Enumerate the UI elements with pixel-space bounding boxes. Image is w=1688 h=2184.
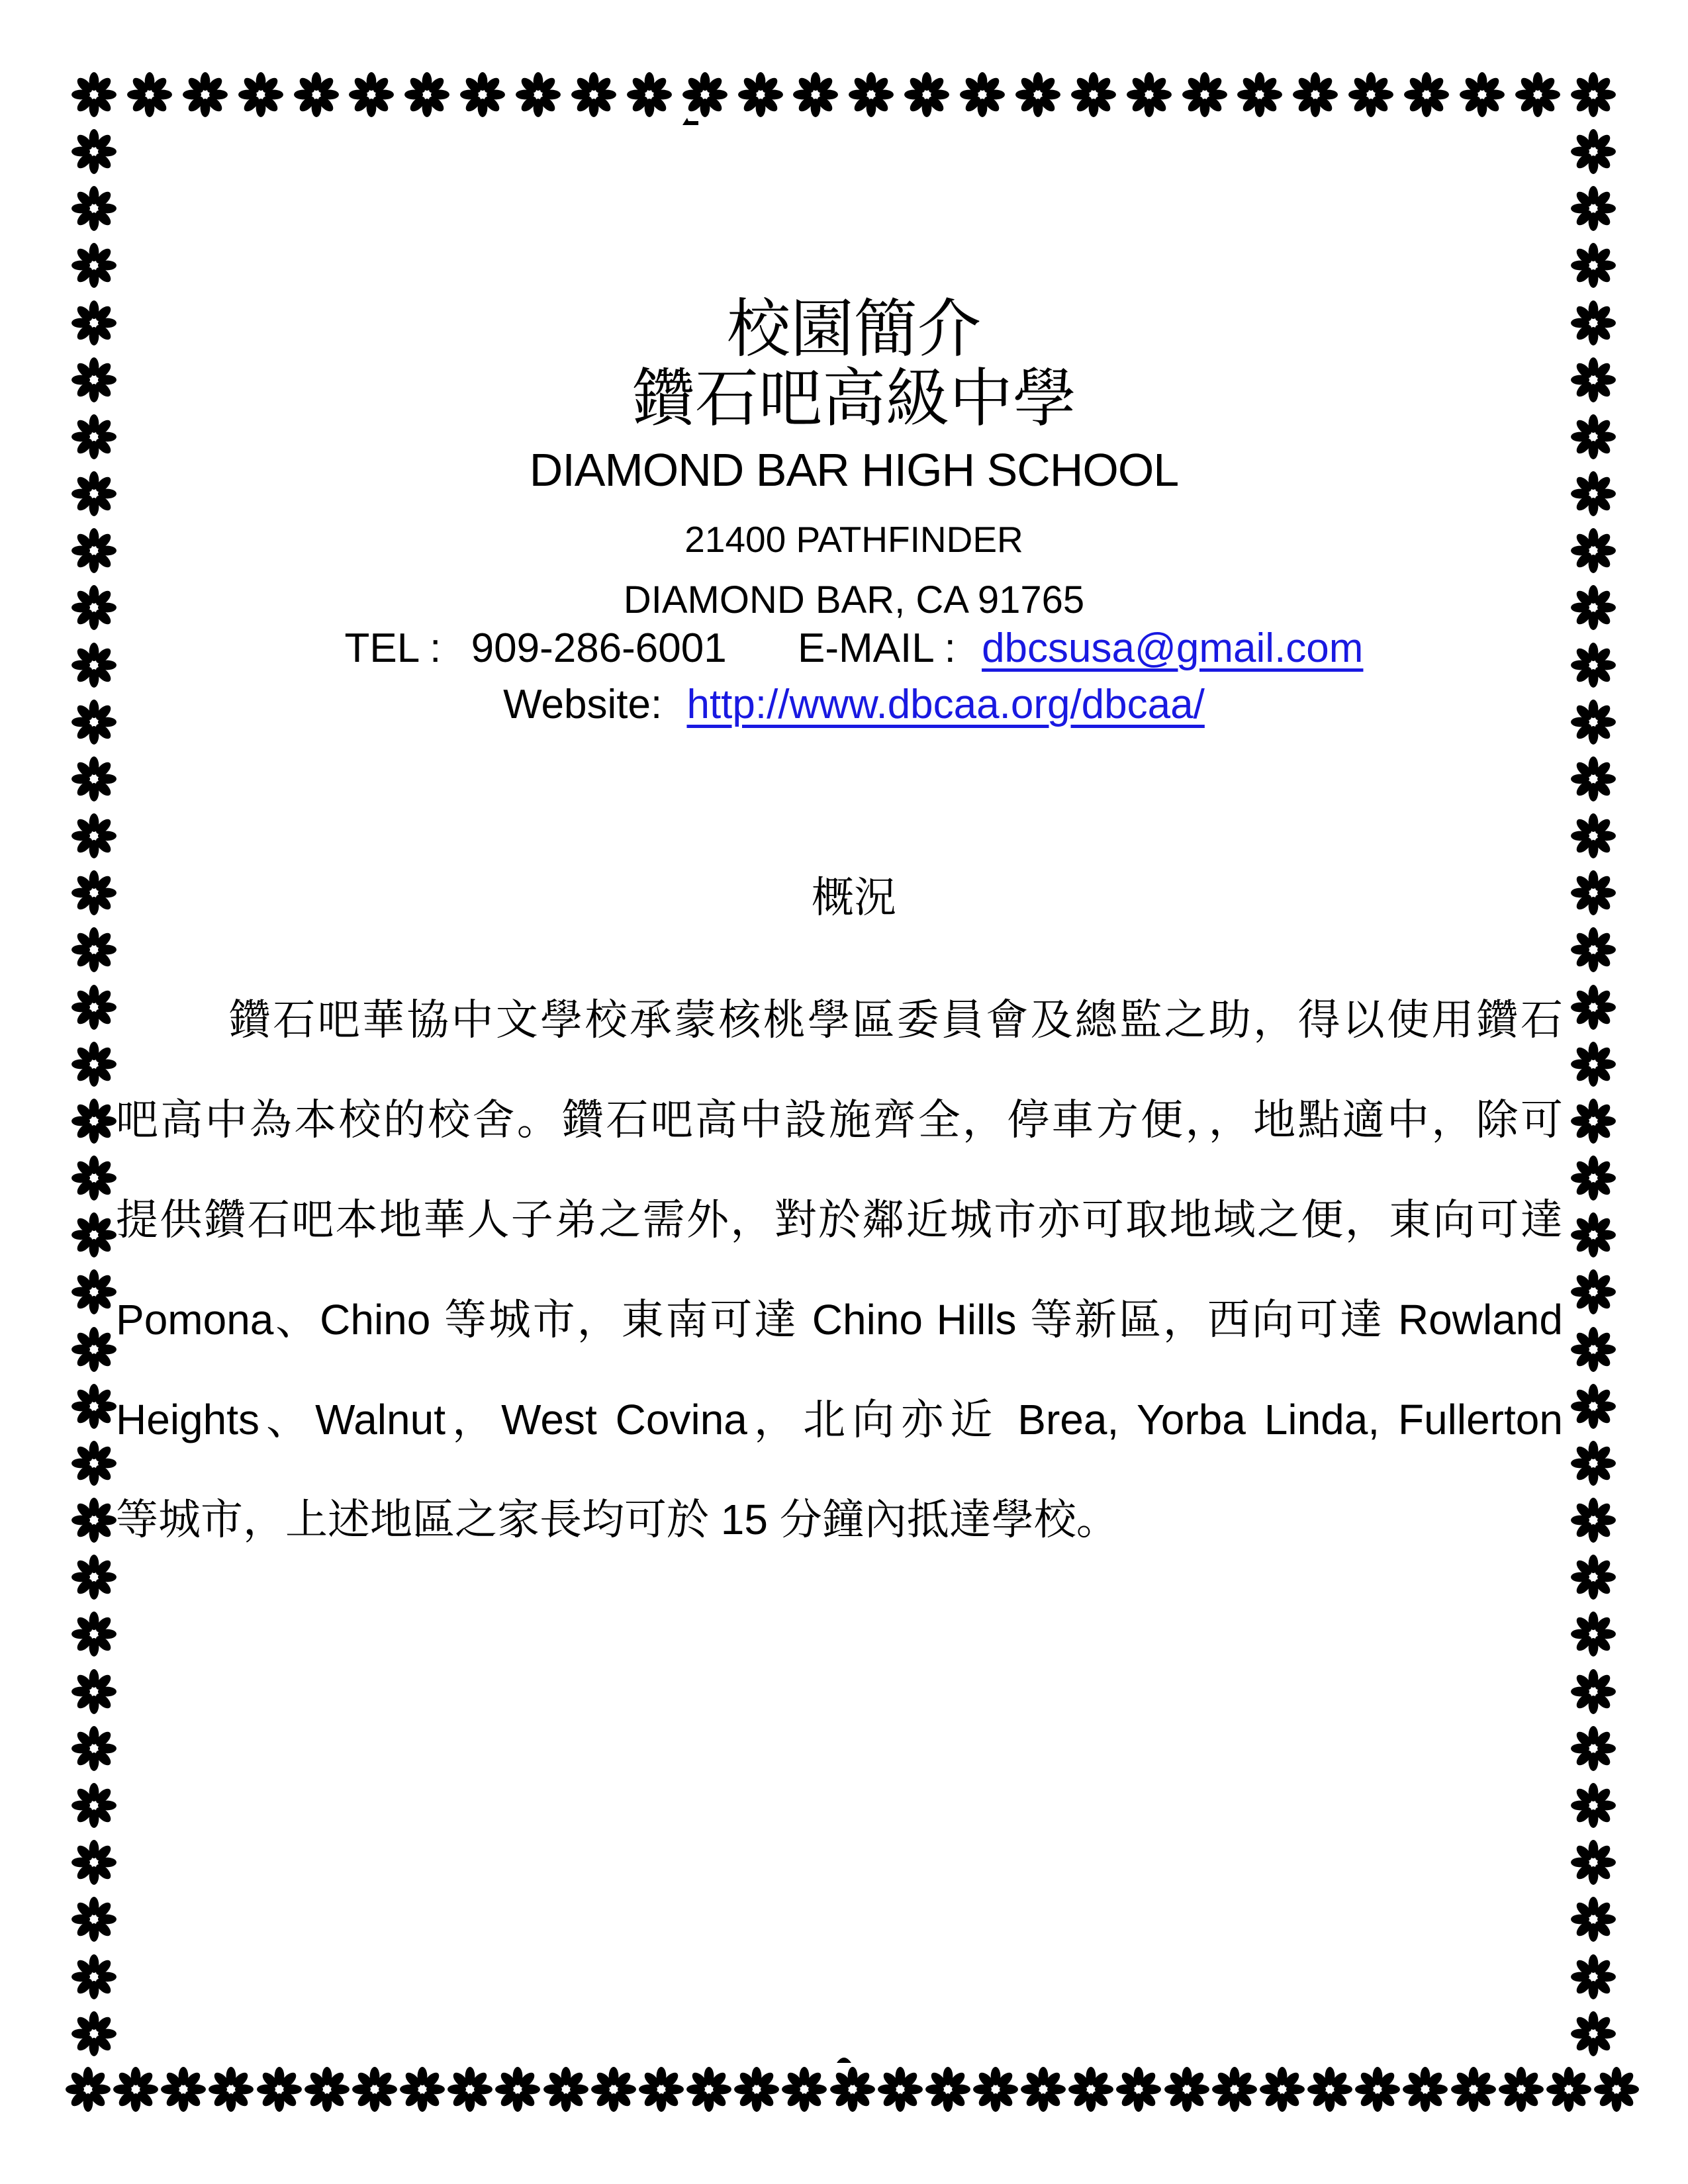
border-right <box>1570 128 1617 2057</box>
tel-number: 909-286-6001 <box>471 625 727 671</box>
flower-asterisk-icon <box>1570 357 1617 403</box>
school-name-english: DIAMOND BAR HIGH SCHOOL <box>529 444 1179 496</box>
flower-asterisk-icon <box>71 813 117 859</box>
overview-section-heading: 概況 <box>812 874 896 921</box>
border-left <box>71 128 117 2057</box>
flower-asterisk-icon <box>1570 1497 1617 1543</box>
flower-asterisk-icon <box>1570 756 1617 802</box>
flower-asterisk-icon <box>71 1554 117 1600</box>
flower-asterisk-icon <box>1570 1155 1617 1201</box>
flower-asterisk-icon <box>71 642 117 688</box>
flower-asterisk-icon <box>65 2066 111 2113</box>
flower-asterisk-icon <box>1570 1611 1617 1657</box>
paragraph-line: Heights、Walnut，West Covina，北向亦近 Brea, Yorba Linda, Fullerton <box>116 1396 1563 1443</box>
paragraph-line: 提供鑽石吧本地華人子弟之需外，對於鄰近城市亦可取地域之便，東向可達 <box>116 1196 1563 1244</box>
flower-asterisk-icon <box>71 414 117 460</box>
flower-asterisk-icon <box>1570 1554 1617 1600</box>
flower-asterisk-icon <box>1570 1896 1617 1942</box>
flower-asterisk-icon <box>71 870 117 916</box>
flower-asterisk-icon <box>71 1497 117 1543</box>
paragraph-line: 吧高中為本校的校舍。鑽石吧高中設施齊全，停車方便，，地點適中，除可 <box>116 1096 1563 1144</box>
school-name-chinese: 鑽石吧高級中學 <box>632 363 1076 434</box>
flower-asterisk-icon <box>1570 1383 1617 1430</box>
flower-asterisk-icon <box>1570 1098 1617 1144</box>
flower-asterisk-icon <box>71 1896 117 1942</box>
paragraph-line: 等城市，上述地區之家長均可於 15 分鐘內抵達學校。 <box>116 1496 1119 1543</box>
flower-asterisk-icon <box>1570 1725 1617 1772</box>
flower-asterisk-icon <box>1570 1668 1617 1715</box>
flower-asterisk-icon <box>1570 813 1617 859</box>
flower-asterisk-icon <box>71 242 117 289</box>
flower-asterisk-icon <box>1570 471 1617 517</box>
flower-asterisk-icon <box>1570 242 1617 289</box>
flower-asterisk-icon <box>71 2011 117 2057</box>
flower-asterisk-icon <box>71 1611 117 1657</box>
flower-asterisk-icon <box>71 71 117 118</box>
flower-asterisk-icon <box>1570 927 1617 973</box>
flower-asterisk-icon <box>71 1383 117 1430</box>
flower-asterisk-icon <box>1570 584 1617 631</box>
flower-asterisk-icon <box>1570 300 1617 346</box>
flower-asterisk-icon <box>71 1782 117 1829</box>
flower-asterisk-icon <box>71 1668 117 1715</box>
overview-paragraph <box>116 970 1563 1570</box>
flower-asterisk-icon <box>1570 870 1617 916</box>
flower-asterisk-icon <box>1570 642 1617 688</box>
flower-asterisk-icon <box>1570 984 1617 1030</box>
email-label: E-MAIL : <box>797 625 956 671</box>
page-title-chinese: 校園簡介 <box>727 294 981 365</box>
flower-asterisk-icon <box>71 1041 117 1087</box>
website-link[interactable]: http://www.dbcaa.org/dbcaa/ <box>686 682 1205 727</box>
flower-asterisk-icon <box>1570 1782 1617 1829</box>
flower-asterisk-icon <box>1570 1839 1617 1886</box>
flower-asterisk-icon <box>71 300 117 346</box>
flower-asterisk-icon <box>1570 2011 1617 2057</box>
paragraph-line: Pomona、Chino 等城市，東南可達 Chino Hills 等新區，西向可達 Rowland <box>116 1296 1563 1343</box>
flower-asterisk-icon <box>71 1440 117 1486</box>
flower-asterisk-icon <box>1570 699 1617 745</box>
flower-asterisk-icon <box>71 927 117 973</box>
flower-asterisk-icon <box>71 527 117 574</box>
flower-asterisk-icon <box>71 1725 117 1772</box>
flower-asterisk-icon <box>1593 2066 1640 2113</box>
flower-asterisk-icon <box>1570 1269 1617 1315</box>
flower-asterisk-icon <box>71 756 117 802</box>
contact-line <box>139 624 1569 673</box>
flower-asterisk-icon <box>71 1155 117 1201</box>
flower-asterisk-icon <box>71 185 117 232</box>
flower-asterisk-icon <box>71 1212 117 1258</box>
flower-asterisk-icon <box>71 1098 117 1144</box>
flower-asterisk-icon <box>71 471 117 517</box>
flower-asterisk-icon <box>1570 414 1617 460</box>
flower-asterisk-icon <box>71 1954 117 2000</box>
flower-asterisk-icon <box>71 699 117 745</box>
flower-asterisk-icon <box>71 357 117 403</box>
address-city: DIAMOND BAR, CA 91765 <box>623 578 1085 621</box>
address-street: 21400 PATHFINDER <box>684 519 1023 560</box>
flower-asterisk-icon <box>1570 185 1617 232</box>
flower-asterisk-icon <box>1570 1212 1617 1258</box>
flower-asterisk-icon <box>1570 527 1617 574</box>
flower-asterisk-icon <box>1570 1326 1617 1373</box>
website-line <box>139 680 1569 729</box>
flower-asterisk-icon <box>1570 71 1617 118</box>
flower-asterisk-icon <box>1570 1041 1617 1087</box>
email-link[interactable]: dbcsusa@gmail.com <box>982 625 1364 671</box>
flower-asterisk-icon <box>71 1326 117 1373</box>
paragraph-line: 鑽石吧華協中文學校承蒙核桃學區委員會及總監之助，得以使用鑽石 <box>228 996 1563 1044</box>
website-label: Website: <box>503 682 663 727</box>
flower-asterisk-icon <box>1570 1954 1617 2000</box>
flower-asterisk-icon <box>71 984 117 1030</box>
flower-asterisk-icon <box>71 1839 117 1886</box>
flower-asterisk-icon <box>71 1269 117 1315</box>
flower-asterisk-icon <box>1570 128 1617 175</box>
flower-asterisk-icon <box>71 584 117 631</box>
tel-label: TEL : <box>344 625 442 671</box>
flower-asterisk-icon <box>1570 1440 1617 1486</box>
flower-asterisk-icon <box>71 128 117 175</box>
